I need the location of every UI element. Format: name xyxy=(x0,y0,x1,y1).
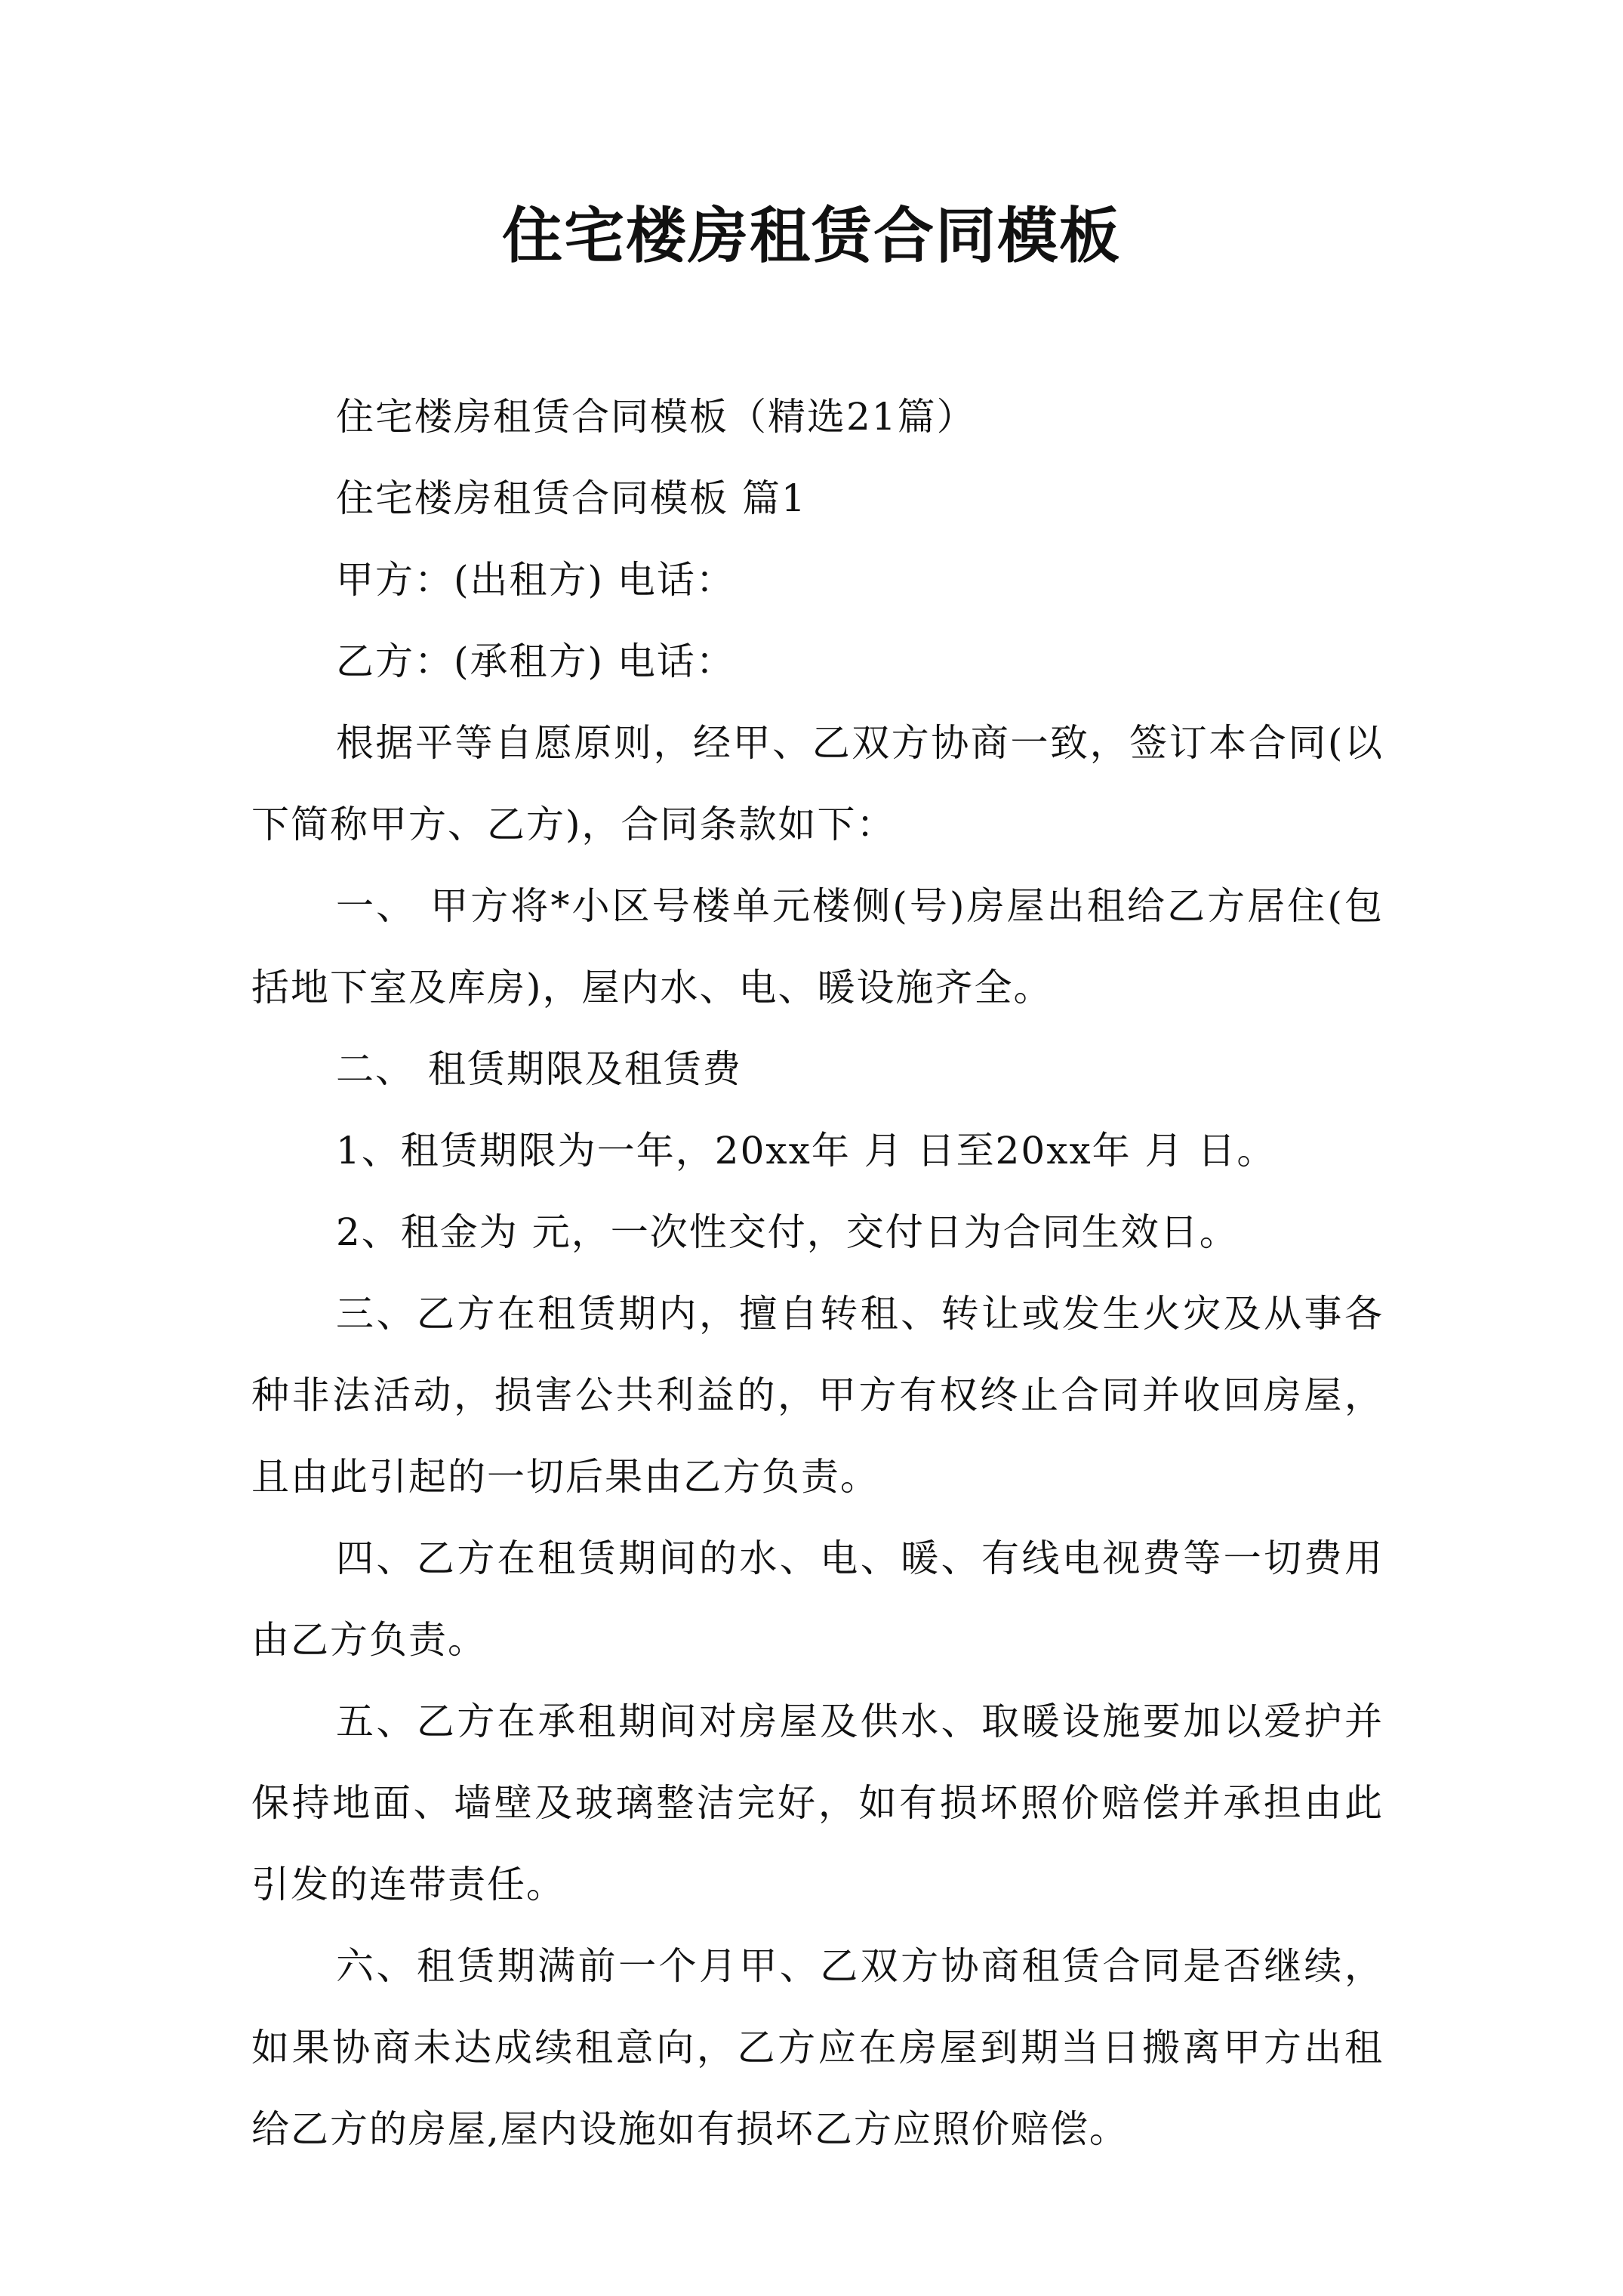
paragraph-party-a: 甲方：(出租方) 电话： xyxy=(336,558,735,602)
paragraph-clause-6: 六、租赁期满前一个月甲、乙双方协商租赁合同是否继续，如果协商未达成续租意向，乙方应在房屋到期当日搬离甲方出租给乙方的房屋,屋内设施如有损坏乙方应照价赔偿。 xyxy=(251,1944,1384,2151)
document-title: 住宅楼房租赁合同模板 xyxy=(502,200,1121,271)
paragraph-clause-2-heading: 二、 租赁期限及租赁费 xyxy=(336,1047,742,1091)
paragraph-section-heading: 住宅楼房租赁合同模板 篇1 xyxy=(336,476,807,520)
paragraph-clause-2-item-2: 2、租金为 元，一次性交付，交付日为合同生效日。 xyxy=(336,1210,1239,1254)
paragraph-party-b: 乙方：(承租方) 电话： xyxy=(336,639,735,683)
paragraph-clause-5: 五、乙方在承租期间对房屋及供水、取暖设施要加以爱护并保持地面、墙壁及玻璃整洁完好，如有损坏照价赔偿并承担由此引发的连带责任。 xyxy=(251,1700,1384,1906)
paragraph-clause-3: 三、乙方在租赁期内，擅自转租、转让或发生火灾及从事各种非法活动，损害公共利益的，甲方有权终止合同并收回房屋，且由此引起的一切后果由乙方负责。 xyxy=(251,1292,1384,1499)
paragraph-clause-1: 一、 甲方将*小区号楼单元楼侧(号)房屋出租给乙方居住(包括地下室及库房)，屋内水、电、暖设施齐全。 xyxy=(251,884,1384,1009)
paragraph-clause-4: 四、乙方在租赁期间的水、电、暖、有线电视费等一切费用由乙方负责。 xyxy=(251,1536,1384,1662)
paragraph-preamble: 根据平等自愿原则，经甲、乙双方协商一致，签订本合同(以下简称甲方、乙方)，合同条款如下： xyxy=(251,721,1384,846)
paragraph-clause-2-item-1: 1、租赁期限为一年，20xx年 月 日至20xx年 月 日。 xyxy=(336,1129,1277,1173)
document-body xyxy=(251,376,1384,2170)
paragraph-subtitle: 住宅楼房租赁合同模板（精选21篇） xyxy=(336,395,976,439)
